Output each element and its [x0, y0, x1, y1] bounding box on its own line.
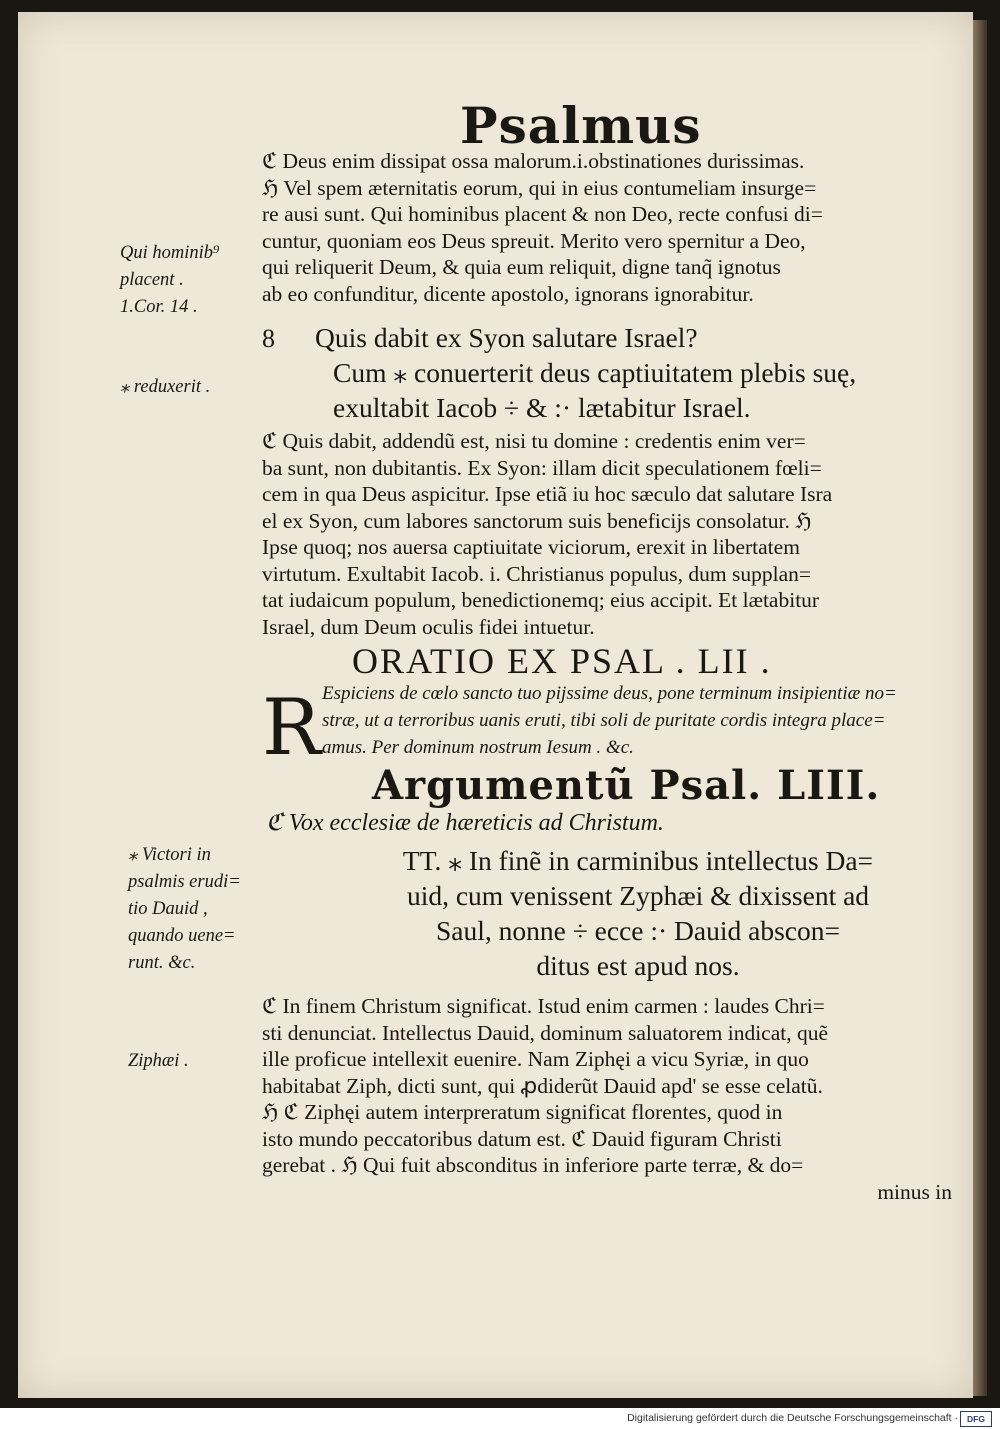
verse-line: Quis dabit ex Syon salutare Israel?	[315, 322, 698, 353]
commentary-line: sti denunciat. Intellectus Dauid, dominum saluatorem indicat, quẽ	[262, 1020, 829, 1045]
commentary-line: ℌ ℭ Ziphęi autem interpreratum significat florentes, quod in	[262, 1100, 783, 1124]
margin-line: tio Dauid ,	[128, 899, 208, 919]
commentary-mid	[262, 428, 962, 640]
margin-line: placent .	[120, 270, 184, 290]
commentary-line: Israel, dum Deum oculis fidei intuetur.	[262, 614, 595, 639]
margin-line: quando uene=	[128, 926, 236, 946]
verse-block	[315, 320, 965, 425]
argument-text: ℭ Vox ecclesiæ de hæreticis ad Christum.	[266, 810, 664, 836]
margin-note-top	[120, 240, 260, 321]
commentary-line: cem in qua Deus aspicitur. Ipse etiã iu hoc sæculo dat salutare Isra	[262, 482, 833, 506]
catchword: minus in	[877, 1179, 952, 1204]
commentary-line: tat iudaicum populum, benedictionemq; eius accipit. Et lætabitur	[262, 588, 820, 612]
title-line: uid, cum venissent Zyphæi & dixissent ad	[406, 880, 870, 911]
oratio-heading: ORATIO EX PSAL . LII .	[352, 641, 772, 681]
commentary-line: ille proficue intellexit euenire. Nam Ziphęi a vicu Syriæ, in quo	[262, 1047, 809, 1071]
margin-line: runt. &c.	[128, 953, 196, 973]
margin-line: ⁎ reduxerit .	[120, 377, 211, 397]
footer-bar	[0, 1408, 1000, 1429]
commentary-line: Ipse quoq; nos auersa captiuitate viciorum, erexit in libertatem	[262, 535, 800, 559]
footer-credit: Digitalisierung gefördert durch die Deutsche Forschungsgemeinschaft ·	[627, 1412, 958, 1424]
margin-note-ziphaei	[128, 1048, 268, 1075]
margin-note-title	[128, 842, 268, 977]
commentary-line: ℭ Quis dabit, addendũ est, nisi tu domine : credentis enim ver=	[262, 429, 806, 453]
commentary-line: qui reliquerit Deum, & quia eum reliquit, digne tanq̃ ignotus	[262, 255, 781, 279]
title-line: ditus est apud nos.	[536, 950, 740, 981]
commentary-line: ℌ Vel spem æternitatis eorum, qui in eius contumeliam insurge=	[262, 175, 817, 200]
title-line: TT. ⁎ In finẽ in carminibus intellectus Da=	[402, 845, 874, 876]
margin-line: psalmis erudi=	[128, 872, 241, 892]
verse-line: Cum ⁎ conuerterit deus captiuitatem plebis suę,	[333, 357, 857, 388]
oratio-line: Espiciens de cœlo sancto tuo pijssime deus, pone terminum insipientiæ no=	[322, 683, 897, 704]
margin-line: 1.Cor. 14 .	[120, 297, 198, 317]
commentary-top	[262, 148, 962, 307]
oratio-text	[322, 680, 962, 761]
oratio-line: stræ, ut a terroribus uanis eruti, tibi soli de puritate cordis integra place=	[322, 710, 886, 731]
commentary-line: isto mundo peccatoribus datum est. ℭ Dauid figuram Christi	[262, 1126, 782, 1151]
page-edge	[973, 20, 987, 1396]
running-head: Psalmus	[460, 96, 702, 155]
margin-line: Ziphæi .	[128, 1051, 189, 1071]
verse-line: exultabit Iacob ÷ & :· lætabitur Israel.	[333, 392, 751, 423]
verse-number: 8	[262, 324, 275, 353]
commentary-line: cuntur, quoniam eos Deus spreuit. Merito vero spernitur a Deo,	[262, 228, 806, 253]
argument-heading: Argumentũ Psal. LIII.	[372, 762, 881, 809]
oratio-line: amus. Per dominum nostrum Iesum . &c.	[322, 737, 634, 758]
psalm-title	[318, 843, 958, 983]
dfg-logo: DFG	[960, 1411, 992, 1427]
commentary-line: re ausi sunt. Qui hominibus placent & non Deo, recte confusi di=	[262, 202, 823, 226]
commentary-line: el ex Syon, cum labores sanctorum suis beneficijs consolatur. ℌ	[262, 508, 812, 533]
commentary-line: ℭ Deus enim dissipat ossa malorum.i.obstinationes durissimas.	[262, 149, 805, 173]
margin-note-verse	[120, 374, 260, 401]
title-line: Saul, nonne ÷ ecce :· Dauid abscon=	[435, 915, 840, 946]
drop-cap: R	[262, 683, 321, 773]
commentary-line: ℭ In finem Christum significat. Istud enim carmen : laudes Chri=	[262, 994, 825, 1018]
commentary-line: gerebat . ℌ Qui fuit absconditus in inferiore parte terræ, & do=	[262, 1153, 804, 1177]
commentary-bottom	[262, 993, 962, 1205]
argument-line	[266, 808, 966, 838]
commentary-line: virtutum. Exultabit Iacob. i. Christianus populus, dum supplan=	[262, 561, 811, 586]
margin-line: ⁎ Victori in	[128, 845, 211, 865]
commentary-line: ab eo confunditur, dicente apostolo, ignorans ignorabitur.	[262, 281, 754, 306]
margin-line: Qui hominib⁹	[120, 243, 220, 263]
commentary-line: ba sunt, non dubitantis. Ex Syon: illam dicit speculationem fœli=	[262, 455, 822, 480]
commentary-line: habitabat Ziph, dicti sunt, qui ꝓdiderũt Dauid apd' se esse celatũ.	[262, 1073, 823, 1098]
